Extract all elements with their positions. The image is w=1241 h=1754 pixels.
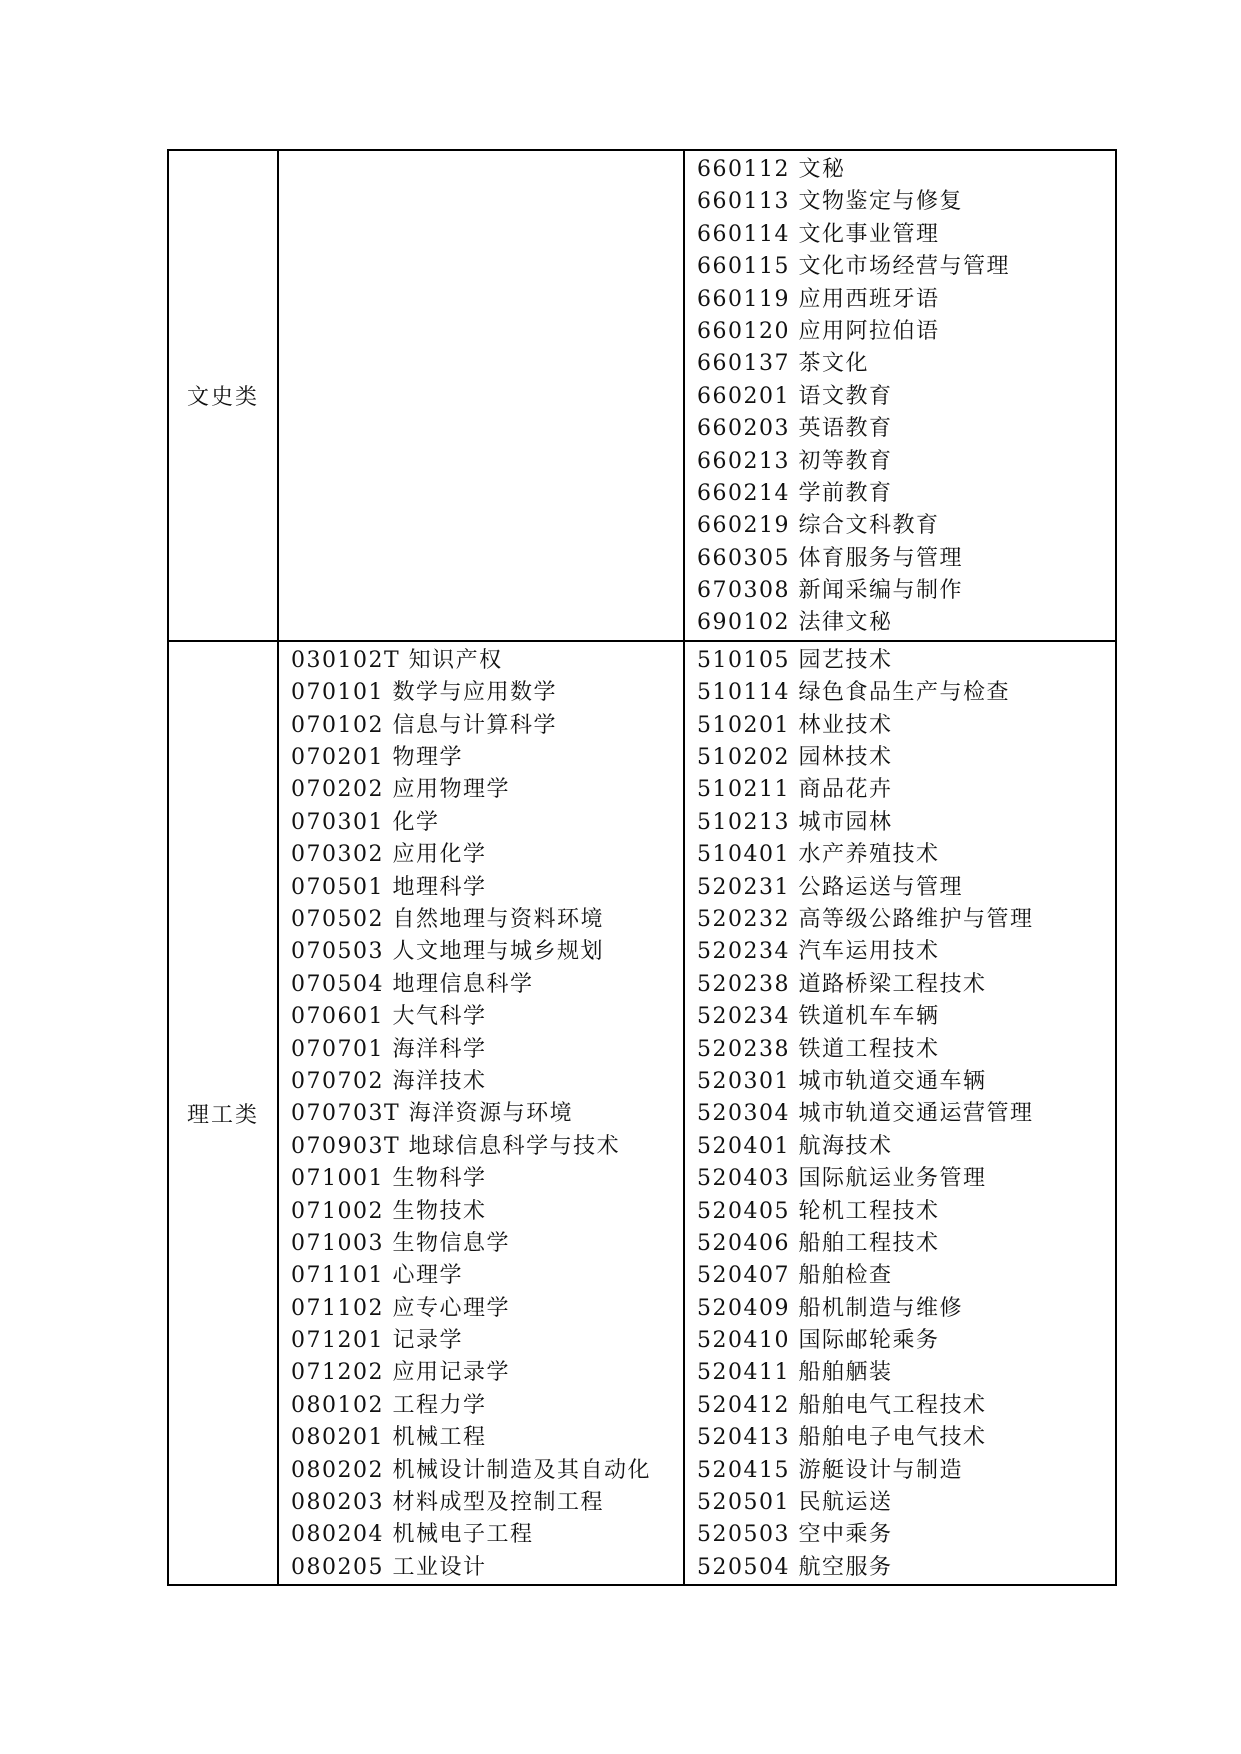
list-item: 070102 信息与计算科学 bbox=[291, 712, 557, 738]
list-item: 510201 林业技术 bbox=[697, 712, 893, 738]
list-item: 690102 法律文秘 bbox=[697, 610, 893, 636]
list-item: 520403 国际航运业务管理 bbox=[697, 1166, 987, 1192]
list-item: 071202 应用记录学 bbox=[291, 1360, 510, 1386]
list-item: 080203 材料成型及控制工程 bbox=[291, 1490, 604, 1516]
list-item: 071201 记录学 bbox=[291, 1328, 463, 1354]
vocational-list bbox=[685, 151, 1115, 640]
list-item: 070701 海洋科学 bbox=[291, 1036, 487, 1062]
list-item: 070301 化学 bbox=[291, 809, 440, 835]
list-item: 660203 英语教育 bbox=[697, 416, 893, 442]
undergrad-list bbox=[279, 151, 683, 154]
list-item: 520406 船舶工程技术 bbox=[697, 1230, 940, 1256]
list-item: 520410 国际邮轮乘务 bbox=[697, 1328, 940, 1354]
list-item: 071102 应专心理学 bbox=[291, 1295, 510, 1321]
list-item: 071002 生物技术 bbox=[291, 1198, 487, 1224]
list-item: 510202 园林技术 bbox=[697, 745, 893, 771]
list-item: 660115 文化市场经营与管理 bbox=[697, 254, 1010, 280]
list-item: 520501 民航运送 bbox=[697, 1490, 893, 1516]
list-item: 660305 体育服务与管理 bbox=[697, 545, 963, 571]
list-item: 660120 应用阿拉伯语 bbox=[697, 318, 940, 344]
list-item: 520407 船舶检查 bbox=[697, 1263, 893, 1289]
vocational-list bbox=[685, 642, 1115, 1584]
list-item: 510401 水产养殖技术 bbox=[697, 842, 940, 868]
list-item: 520238 道路桥梁工程技术 bbox=[697, 971, 987, 997]
list-item: 070501 地理科学 bbox=[291, 874, 487, 900]
list-item: 070601 大气科学 bbox=[291, 1004, 487, 1030]
list-item: 070101 数学与应用数学 bbox=[291, 680, 557, 706]
list-item: 070502 自然地理与资料环境 bbox=[291, 906, 604, 932]
list-item: 660214 学前教育 bbox=[697, 480, 893, 506]
table-row bbox=[168, 150, 1116, 641]
list-item: 070702 海洋技术 bbox=[291, 1068, 487, 1094]
list-item: 080201 机械工程 bbox=[291, 1425, 487, 1451]
list-item: 070703T 海洋资源与环境 bbox=[291, 1101, 574, 1127]
list-item: 071001 生物科学 bbox=[291, 1166, 487, 1192]
list-item: 520401 航海技术 bbox=[697, 1133, 893, 1159]
list-item: 510213 城市园林 bbox=[697, 809, 893, 835]
list-item: 520234 铁道机车车辆 bbox=[697, 1004, 940, 1030]
table-row bbox=[168, 641, 1116, 1585]
list-item: 660112 文秘 bbox=[697, 157, 846, 182]
vocational-cell bbox=[684, 150, 1116, 641]
list-item: 510105 园艺技术 bbox=[697, 647, 893, 673]
list-item: 520405 轮机工程技术 bbox=[697, 1198, 940, 1224]
list-item: 660219 综合文科教育 bbox=[697, 513, 940, 539]
list-item: 520301 城市轨道交通车辆 bbox=[697, 1068, 987, 1094]
category-cell bbox=[168, 150, 278, 641]
list-item: 520503 空中乘务 bbox=[697, 1522, 893, 1548]
list-item: 070504 地理信息科学 bbox=[291, 971, 534, 997]
list-item: 520415 游艇设计与制造 bbox=[697, 1457, 963, 1483]
list-item: 080205 工业设计 bbox=[291, 1554, 487, 1580]
list-item: 520413 船舶电子电气技术 bbox=[697, 1425, 987, 1451]
list-item: 080202 机械设计制造及其自动化 bbox=[291, 1457, 651, 1483]
list-item: 071101 心理学 bbox=[291, 1263, 463, 1289]
category-label: 文史类 bbox=[186, 384, 259, 410]
list-item: 520234 汽车运用技术 bbox=[697, 939, 940, 965]
major-table bbox=[167, 149, 1117, 1586]
list-item: 510211 商品花卉 bbox=[697, 777, 893, 803]
list-item: 520304 城市轨道交通运营管理 bbox=[697, 1101, 1034, 1127]
list-item: 660213 初等教育 bbox=[697, 448, 893, 474]
list-item: 520232 高等级公路维护与管理 bbox=[697, 906, 1034, 932]
list-item: 070202 应用物理学 bbox=[291, 777, 510, 803]
undergrad-cell bbox=[278, 641, 684, 1585]
list-item: 070503 人文地理与城乡规划 bbox=[291, 939, 604, 965]
list-item: 660119 应用西班牙语 bbox=[697, 286, 940, 312]
list-item: 520231 公路运送与管理 bbox=[697, 874, 963, 900]
list-item: 520411 船舶舾装 bbox=[697, 1360, 893, 1386]
vocational-cell bbox=[684, 641, 1116, 1585]
list-item: 670308 新闻采编与制作 bbox=[697, 578, 963, 604]
list-item: 510114 绿色食品生产与检查 bbox=[697, 680, 1010, 706]
list-item: 071003 生物信息学 bbox=[291, 1230, 510, 1256]
list-item: 520409 船机制造与维修 bbox=[697, 1295, 963, 1321]
category-cell bbox=[168, 641, 278, 1585]
list-item: 660113 文物鉴定与修复 bbox=[697, 189, 963, 215]
undergrad-cell bbox=[278, 150, 684, 641]
list-item: 080204 机械电子工程 bbox=[291, 1522, 534, 1548]
list-item: 520238 铁道工程技术 bbox=[697, 1036, 940, 1062]
undergrad-list bbox=[279, 642, 683, 1584]
list-item: 070903T 地球信息科学与技术 bbox=[291, 1133, 621, 1159]
category-label: 理工类 bbox=[186, 1102, 259, 1128]
list-item: 080102 工程力学 bbox=[291, 1392, 487, 1418]
list-item: 520412 船舶电气工程技术 bbox=[697, 1392, 987, 1418]
list-item: 030102T 知识产权 bbox=[291, 647, 503, 673]
list-item: 660201 语文教育 bbox=[697, 383, 893, 409]
list-item: 660114 文化事业管理 bbox=[697, 221, 940, 247]
list-item: 070302 应用化学 bbox=[291, 842, 487, 868]
list-item: 520504 航空服务 bbox=[697, 1554, 893, 1580]
list-item: 070201 物理学 bbox=[291, 745, 463, 771]
list-item: 660137 茶文化 bbox=[697, 351, 869, 377]
